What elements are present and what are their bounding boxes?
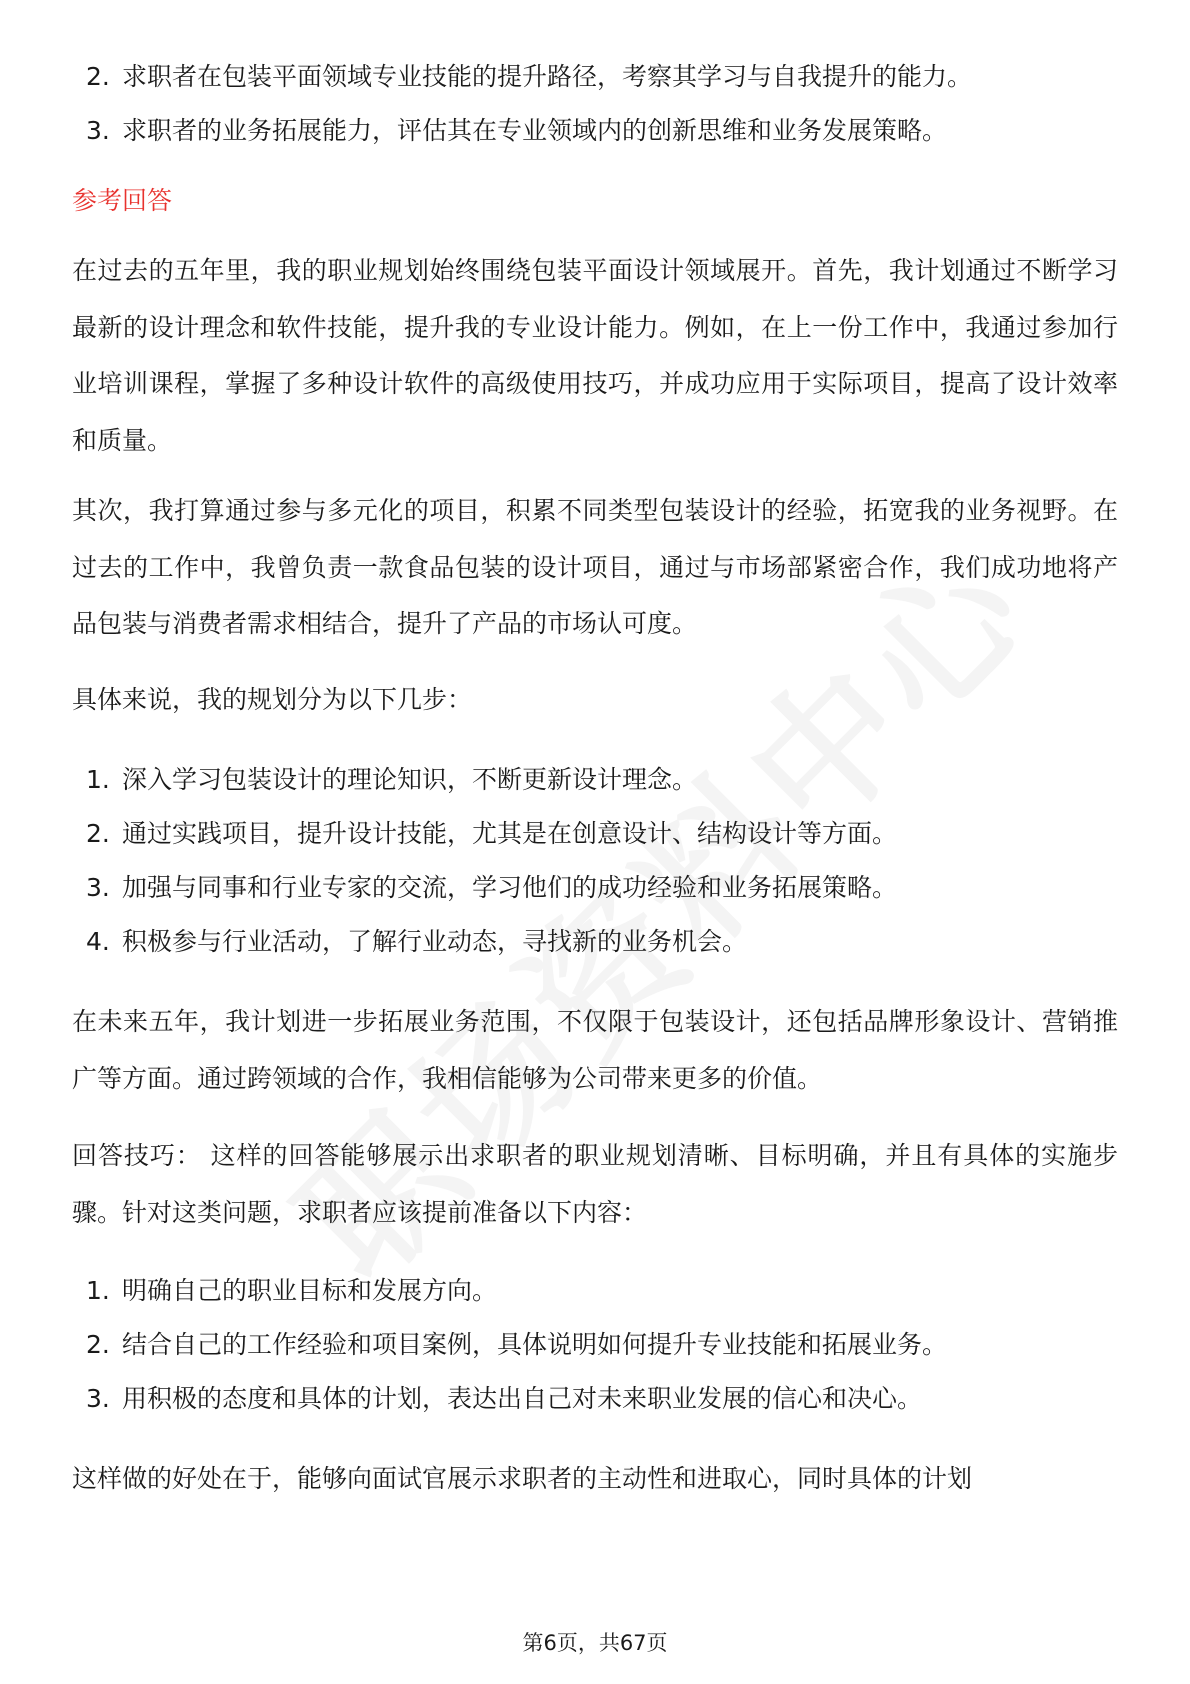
paragraph: 这样做的好处在于，能够向面试官展示求职者的主动性和进取心，同时具体的计划	[72, 1464, 973, 1493]
list-text: 深入学习包装设计的理论知识，不断更新设计理念。	[122, 765, 698, 794]
list-number: 3.	[86, 1384, 110, 1413]
section-heading: 参考回答	[72, 186, 173, 215]
list-text: 明确自己的职业目标和发展方向。	[122, 1276, 498, 1305]
list-item	[86, 762, 697, 798]
list-number: 1.	[86, 1276, 110, 1305]
list-item	[86, 1327, 947, 1363]
list-number: 3.	[86, 873, 110, 902]
list-number: 3.	[86, 116, 110, 145]
list-text: 用积极的态度和具体的计划，表达出自己对未来职业发展的信心和决心。	[122, 1384, 923, 1413]
list-text: 结合自己的工作经验和项目案例，具体说明如何提升专业技能和拓展业务。	[122, 1330, 948, 1359]
list-text: 加强与同事和行业专家的交流，学习他们的成功经验和业务拓展策略。	[122, 873, 898, 902]
list-text: 求职者的业务拓展能力，评估其在专业领域内的创新思维和业务发展策略。	[122, 116, 948, 145]
list-item	[86, 924, 747, 960]
list-text: 通过实践项目，提升设计技能，尤其是在创意设计、结构设计等方面。	[122, 819, 898, 848]
list-item	[86, 1273, 497, 1309]
paragraph: 回答技巧： 这样的回答能够展示出求职者的职业规划清晰、目标明确，并且有具体的实施步骤。针对这类问题，求职者应该提前准备以下内容：	[72, 1141, 1118, 1227]
list-number: 2.	[86, 819, 110, 848]
paragraph: 其次，我打算通过参与多元化的项目，积累不同类型包装设计的经验，拓宽我的业务视野。在过去的工作中，我曾负责一款食品包装的设计项目，通过与市场部紧密合作，我们成功地将产品包装与消费者需求相结合，提升了产品的市场认可度。	[72, 496, 1118, 638]
list-item	[86, 816, 897, 852]
paragraph: 在未来五年，我计划进一步拓展业务范围，不仅限于包装设计，还包括品牌形象设计、营销推广等方面。通过跨领域的合作，我相信能够为公司带来更多的价值。	[72, 1007, 1118, 1093]
list-item	[86, 870, 897, 906]
list-text: 求职者在包装平面领域专业技能的提升路径，考察其学习与自我提升的能力。	[122, 62, 973, 91]
list-item	[86, 1381, 922, 1417]
list-item	[86, 113, 947, 149]
list-number: 2.	[86, 62, 110, 91]
list-number: 1.	[86, 765, 110, 794]
paragraph: 具体来说，我的规划分为以下几步：	[72, 685, 473, 714]
list-number: 4.	[86, 927, 110, 956]
page-number: 第6页，共67页	[522, 1631, 668, 1655]
list-item	[86, 59, 972, 95]
paragraph: 在过去的五年里，我的职业规划始终围绕包装平面设计领域展开。首先，我计划通过不断学习最新的设计理念和软件技能，提升我的专业设计能力。例如，在上一份工作中，我通过参加行业培训课程，掌握了多种设计软件的高级使用技巧，并成功应用于实际项目，提高了设计效率和质量。	[72, 256, 1118, 455]
list-number: 2.	[86, 1330, 110, 1359]
list-text: 积极参与行业活动，了解行业动态，寻找新的业务机会。	[122, 927, 748, 956]
